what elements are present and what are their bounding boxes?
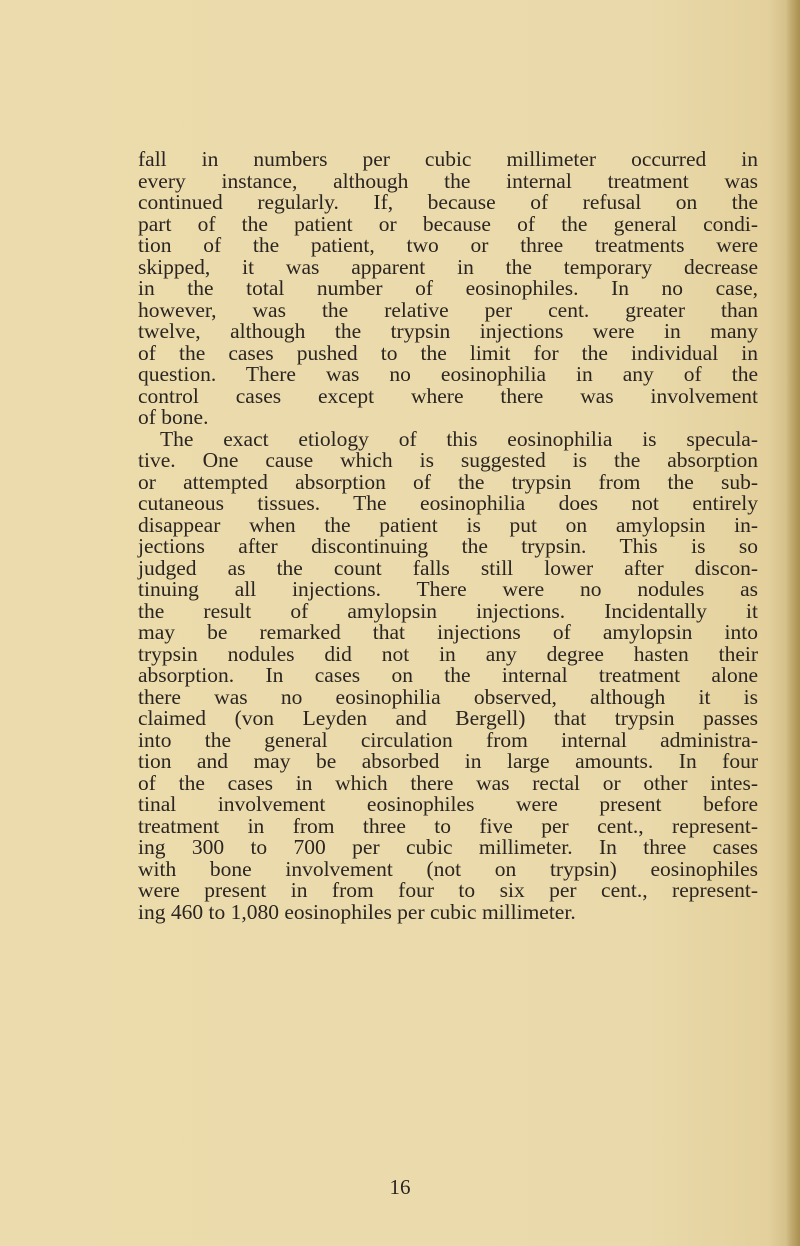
text-line: tive. One cause which is suggested is the absorption: [138, 448, 758, 472]
text-line: ing 300 to 700 per cubic millimeter. In three cases: [138, 835, 758, 859]
page-number: 16: [389, 1175, 411, 1199]
text-line: of the cases pushed to the limit for the individual in: [138, 340, 758, 365]
text-line: every instance, although the internal treatment was: [138, 168, 758, 193]
text-line: however, was the relative per cent. greater than: [138, 297, 758, 322]
text-line: jections after discontinuing the trypsin. This is so: [138, 534, 758, 558]
text-line: tinuing all injections. There were no nodules as: [138, 577, 758, 601]
text-line: fall in numbers per cubic millimeter occurred in: [138, 147, 758, 171]
page-edge: [786, 0, 800, 1246]
text-line: the result of amylopsin injections. Incidentally it: [138, 598, 758, 623]
text-line: claimed (von Leyden and Bergell) that trypsin passes: [138, 706, 758, 730]
text-line: twelve, although the trypsin injections were in many: [138, 319, 758, 343]
text-line: judged as the count falls still lower after discon-: [138, 555, 758, 580]
text-line: continued regularly. If, because of refusal on the: [138, 190, 758, 214]
text-line: were present in from four to six per cent., represent-: [138, 878, 758, 902]
text-line: control cases except where there was involvement: [138, 383, 758, 408]
text-line: there was no eosinophilia observed, although it is: [138, 684, 758, 709]
text-line: of bone.: [138, 405, 209, 429]
body-text: [138, 149, 758, 923]
text-line: ing 460 to 1,080 eosinophiles per cubic millimeter.: [138, 899, 576, 924]
text-line: of the cases in which there was rectal or other intes-: [138, 770, 758, 795]
text-line: with bone involvement (not on trypsin) eosinophiles: [138, 856, 758, 881]
text-line: tion of the patient, two or three treatments were: [138, 233, 758, 257]
text-line: tion and may be absorbed in large amounts. In four: [138, 749, 758, 773]
text-line: in the total number of eosinophiles. In no case,: [138, 276, 758, 300]
text-line: absorption. In cases on the internal treatment alone: [138, 663, 758, 687]
text-line: into the general circulation from internal administra-: [138, 727, 758, 752]
text-line: cutaneous tissues. The eosinophilia does not entirely: [138, 491, 758, 515]
text-line: question. There was no eosinophilia in any of the: [138, 362, 758, 386]
text-line: skipped, it was apparent in the temporary decrease: [138, 254, 758, 279]
text-line: disappear when the patient is put on amylopsin in-: [138, 512, 758, 537]
text-line: part of the patient or because of the general condi-: [138, 211, 758, 236]
text-line: tinal involvement eosinophiles were present before: [138, 792, 758, 816]
text-line: treatment in from three to five per cent., represent-: [138, 813, 758, 838]
text-line: The exact etiology of this eosinophilia is specula-: [160, 426, 758, 451]
text-line: may be remarked that injections of amylopsin into: [138, 620, 758, 644]
text-line: or attempted absorption of the trypsin from the sub-: [138, 469, 758, 494]
text-line: trypsin nodules did not in any degree hasten their: [138, 641, 758, 666]
